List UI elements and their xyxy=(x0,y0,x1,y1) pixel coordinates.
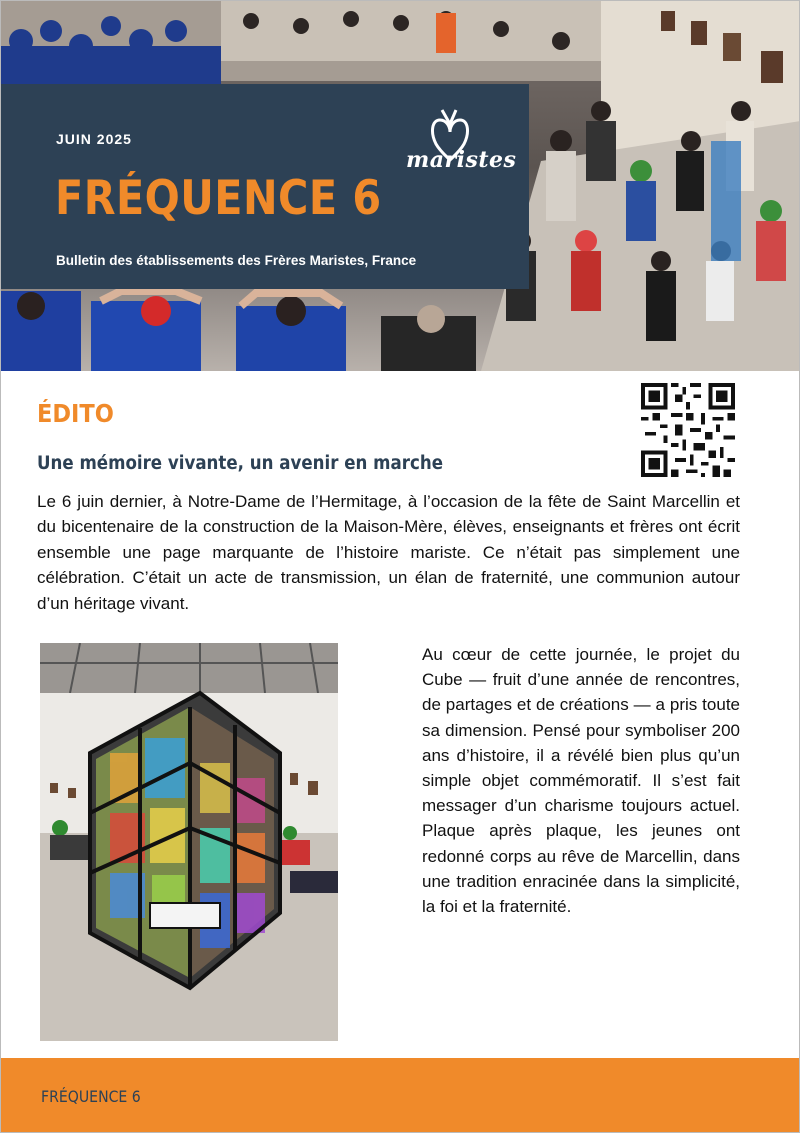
magazine-title: FRÉQUENCE 6 xyxy=(55,171,382,226)
footer-label: FRÉQUENCE 6 xyxy=(41,1087,141,1106)
magazine-subtitle: Bulletin des établissements des Frères Maristes, France xyxy=(56,253,417,268)
footer-bar xyxy=(1,1058,800,1133)
cube-photo xyxy=(40,643,338,1041)
cube-illustration xyxy=(40,643,338,1041)
qr-code-icon[interactable] xyxy=(641,383,735,477)
body-paragraph: Au cœur de cette journée, le projet du Cube — fruit d’une année de rencontres, de partages et de créations — a pris toute sa dimension. Pensé pour symboliser 200 ans d’histoire, il a révélé bien plus qu’un simple objet commémoratif. Il s’est fait messager d’un charisme toujours actuel. Plaque après plaque, les jeunes ont redonné corps au rêve de Marcellin, dans une tradition enracinée dans la simplicité, la foi et la fraternité. xyxy=(422,645,740,917)
issue-month: JUIN 2025 xyxy=(56,131,132,147)
edito-heading: Une mémoire vivante, un avenir en marche xyxy=(37,453,443,474)
intro-paragraph: Le 6 juin dernier, à Notre-Dame de l’Hermitage, à l’occasion de la fête de Saint Marcellin et du bicentenaire de la construction de la Maison-Mère, élèves, enseignants et frères ont écrit ensemble une page marquante de l’histoire mariste. Ce n’était pas simplement une célébration. C’était un acte de transmission, un élan de fraternité, une communion autour d’un héritage vivant. xyxy=(37,492,740,613)
logo-wordmark: maristes xyxy=(406,147,517,173)
section-title: ÉDITO xyxy=(37,399,114,428)
